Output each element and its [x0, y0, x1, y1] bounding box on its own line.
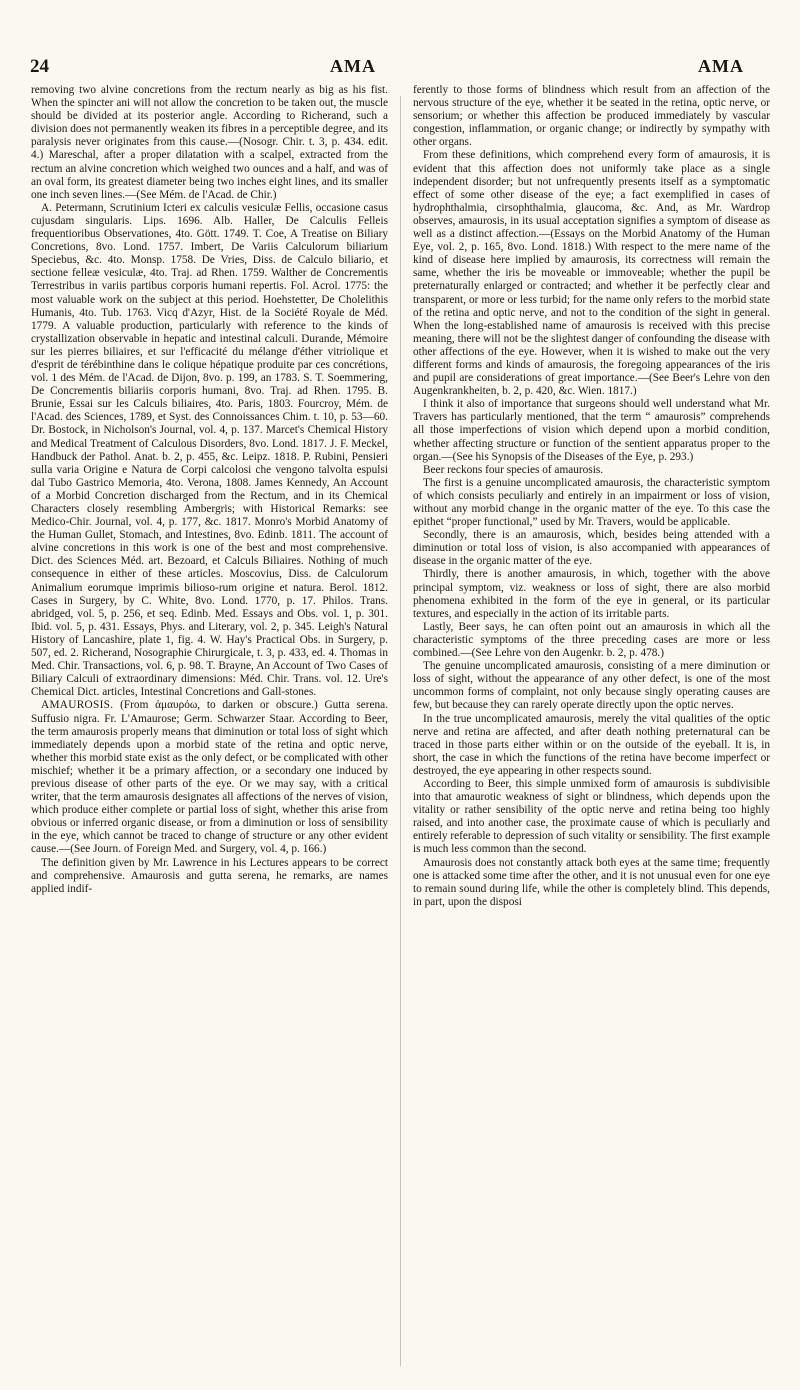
paragraph: The definition given by Mr. Lawrence in his Lectures appears to be correct and comprehensive. Amaurosis and gutta serena, he remarks, are names applied indif-: [31, 856, 388, 895]
references-paragraph: A. Petermann, Scrutinium Icteri ex calculis vesiculæ Fellis, occasione casus cujusdam singularis. Lips. 1696. Alb. Haller, De Calculis Felleis frequentioribus Observationes, 4to. Gött. 1749. T. Coe, A Treatise on Biliary Concretions, 8vo. Lond. 1757. Imbert, De Variis Calculorum biliarium Speciebus, &c. 4to. Monsp. 1758. De Vries, Diss. de Calculo biliario, et sectione felleæ vesiculæ, 4to. Traj. ad Rhen. 1759. Walther de Concrementis Terrestribus in variis partibus corporis humani repertis. Fol. Acrol. 1775: the most valuable work on the subject at this period. Hoehstetter, De Cholelithis Humanis, 4to. Tub. 1763. Vicq d'Azyr, Hist. de la Société Royale de Méd. 1779. A valuable production, particularly with reference to the kinds of crystallization observable in hepatic and intestinal calculi. Durande, Mémoire sur les pierres biliaires, et sur l'efficacité du mélange d'éther vitriolique et d'esprit de térébinthine dans le colique hépatique produite par ces concrétions, vol. 1 des Mém. de l'Acad. de Dijon, 8vo. p. 199, an 1783. S. T. Soemmering, De Concrementis biliariis corporis humani, 8vo. Traj. ad Rhen. 1795. B. Brunie, Essai sur les Calculs biliaires, 4to. Paris, 1803. Fourcroy, Mém. de l'Acad. des Sciences, 1789, et Syst. des Connoissances Chim. t. 10, p. 53—60. Dr. Bostock, in Nicholson's Journal, vol. 4, p. 137. Marcet's Chemical History and Medical Treatment of Calculous Disorders, 8vo. Lond. 1817. J. F. Meckel, Handbuck der Pathol. Anat. b. 2, p. 455, &c. Leipz. 1818. P. Rubini, Pensieri sulla varia Origine e Natura de Corpi calcolosi che vengono talvolta espulsi dal Tubo Gastrico Memoria, 4to. Verona, 1808. James Kennedy, An Account of a Morbid Concretion discharged from the Rectum, and in its Chemical Characters closely resembling Ambergris; with Historical Remarks: see Medico-Chir. Journal, vol. 4, p. 177, &c. 1817. Monro's Morbid Anatomy of the Human Gullet, Stomach, and Intestines, 8vo. Edinb. 1811. The account of alvine concretions in this work is one of the best and most comprehensive. Dict. des Sciences Méd. art. Bezoard, et Calculs Biliaires. Nothing of much consequence in either of these articles. Moscovius, Diss. de Calculorum Animalium eorumque imprimis bilioso-rum origine et natura. Berol. 1812. Cases in Surgery, by C. White, 8vo. Lond. 1770, p. 17. Philos. Trans. abridged, vol. 5, p. 256, et seq. Edinb. Med. Essays and Obs. vol. 1, p. 301. Ibid. vol. 5, p. 431. Essays, Phys. and Literary, vol. 2, p. 345. Leigh's Natural History of Lancashire, plate 1, fig. 4. W. Hay's Practical Obs. in Surgery, p. 507, ed. 2. Richerand, Nosographie Chirurgicale, t. 3, p. 433, ed. 4. Thomas in Med. Chir. Transactions, vol. 6, p. 98. T. Brayne, An Account of Two Cases of Biliary Calculi of extraordinary dimensions: Méd. Chir. Trans. vol. 12. Ure's Chemical Dict. articles, Intestinal Concretions and Gall-stones.: [31, 201, 388, 699]
paragraph: I think it also of importance that surgeons should well understand what Mr. Travers has particularly mentioned, that the term “ amaurosis” comprehends all those imperfections of vision which depend upon a morbid condition, whether affecting structure or function of the sentient apparatus proper to the organ.—(See his Synopsis of the Diseases of the Eye, p. 293.): [413, 398, 770, 463]
paragraph: ferently to those forms of blindness which result from an affection of the nervous structure of the eye, whether it be seated in the retina, optic nerve, or sensorium; or whether this affection be produced immediately by vascular congestion, inflammation, or organic change; or indirectly by sympathy with other organs.: [413, 84, 770, 149]
entry-term: AMAUROSIS.: [41, 699, 114, 712]
paragraph: Secondly, there is an amaurosis, which, besides being attended with a diminution or total loss of vision, is also accompanied with appearances of disease in the organic matter of the eye.: [413, 529, 770, 568]
paragraph: The genuine uncomplicated amaurosis, consisting of a mere diminution or loss of sight, without the appearance of any other defect, is one of the most uncommon forms of complaint, not only because singly operating causes are few, but because they can rarely operate directly upon the optic nerves.: [413, 660, 770, 712]
right-column: [413, 84, 770, 1379]
paragraph: Beer reckons four species of amaurosis.: [423, 463, 604, 476]
headword-left: AMA: [330, 56, 376, 76]
running-header: [30, 56, 770, 80]
entry-amaurosis: [31, 699, 388, 856]
page-number: 24: [30, 56, 49, 77]
paragraph: removing two alvine concretions from the rectum nearly as big as his fist. When the spincter ani will not allow the concretion to be taken out, the muscle should be divided at its posterior angle. According to Richerand, such a division does not permanently weaken its fibres in a perceptible degree, and its paralysis never originates from this cause.—(Nosogr. Chir. t. 3, p. 434. edit. 4.) Mareschal, after a proper dilatation with a scalpel, extracted from the rectum an alvine concretion which weighed two ounces and a half, and was of an oval form, its greatest diameter being two inches eight lines, and its smaller one inch seven lines.—(See Mém. de l'Acad. de Chir.): [31, 84, 388, 201]
paragraph: According to Beer, this simple unmixed form of amaurosis is subdivisible into that amaurotic weakness of sight or blindness, which depends upon the vitality or rather sensibility of the optic nerve and retina being too highly raised, and into another case, the proximate cause of which is peculiarly and entirely referable to depression of such vitality or sensibility. The first example is much less common than the second.: [413, 777, 770, 856]
paragraph: Lastly, Beer says, he can often point out an amaurosis in which all the characteristic symptoms of the three preceding cases are more or less combined.—(See Lehre von den Augenkr. b. 2, p. 478.): [413, 620, 770, 660]
entry-definition: (From ἀμαυρόω, to darken or obscure.) Gutta serena. Suffusio nigra. Fr. L'Amaurose; Germ. Schwarzer Staar. According to Beer, the term amaurosis properly means that diminution or total loss of sight which immediately depends upon a morbid state of the retina and optic nerve, whether this morbid state exist as the only defect, or be complicated with other mischief; whether it be a primary affection, or a secondary one induced by previous disease of other parts of the eye. Or we may say, with a critical writer, that the term amaurosis designates all affections of the nerves of vision, which produce either complete or partial loss of sight, whether this arise from obvious or inferred organic disease, or from a diminution or loss of sensibility in the eye, which cannot be traced to change of structure or any other evident cause.—(See Journ. of Foreign Med. and Surgery, vol. 4, p. 166.): [31, 699, 388, 856]
paragraph: In the true uncomplicated amaurosis, merely the vital qualities of the optic nerve and retina are affected, and after death nothing preternatural can be traced in those parts either within or on the outside of the eyeball. It is, in short, the case in which the functions of the retina have become imperfect or destroyed, the eye appearing in other respects sound.: [413, 712, 770, 777]
headword-right: AMA: [698, 56, 744, 76]
column-divider: [400, 96, 401, 1366]
paragraph: Thirdly, there is another amaurosis, in which, together with the above principal symptom, viz. weakness or loss of sight, there are also morbid phenomena exhibited in the form of the eye in general, or its particular textures, and especially in the action of its irritable parts.: [413, 568, 770, 620]
paragraph: From these definitions, which comprehend every form of amaurosis, it is evident that this affection does not uniformly take place as a single independent disorder; but not unfrequently presents itself as a symptomatic effect of some other disease of the eye; a fact exemplified in cases of hydrophthalmia, cirsophthalmia, glaucoma, &c. And, as Mr. Wardrop observes, amaurosis, in its usual acceptation signifies a symptom of disease as well as a distinct affection.—(Essays on the Morbid Anatomy of the Human Eye, vol. 2, p. 165, 8vo. Lond. 1818.) With respect to the mere name of the kind of disease here implied by amaurosis, its correctness will remain the same, whether the iris be moveable or immoveable; whether the pupil be preternaturally enlarged or contracted; and whether it be perfectly clear and transparent, or more or less turbid; for the name only refers to the morbid state of the retina and optic nerve, and not to the condition of the sight in general. When the long-established name of amaurosis is received with this precise meaning, there will not be the slightest danger of confounding the disease with other affections of the eye. However, when it is wished to make out the very different forms and kinds of amaurosis, the foregoing appearances of the iris and pupil are considerations of great importance.—(See Beer's Lehre von den Augenkrankheiten, b. 2, p. 420, &c. Wien. 1817.): [413, 149, 770, 398]
paragraph: Amaurosis does not constantly attack both eyes at the same time; frequently one is attacked some time after the other, and it is not unusual even for one eye to remain sound during life, while the other is completely blind. This depends, in part, upon the disposi: [413, 856, 770, 908]
paragraph: The first is a genuine uncomplicated amaurosis, the characteristic symptom of which consists peculiarly and entirely in an impairment or loss of vision, without any morbid change in the organic matter of the eye. To this case the epithet “proper functional,” used by Mr. Travers, would be applicable.: [413, 476, 770, 529]
left-column: [31, 84, 388, 1379]
